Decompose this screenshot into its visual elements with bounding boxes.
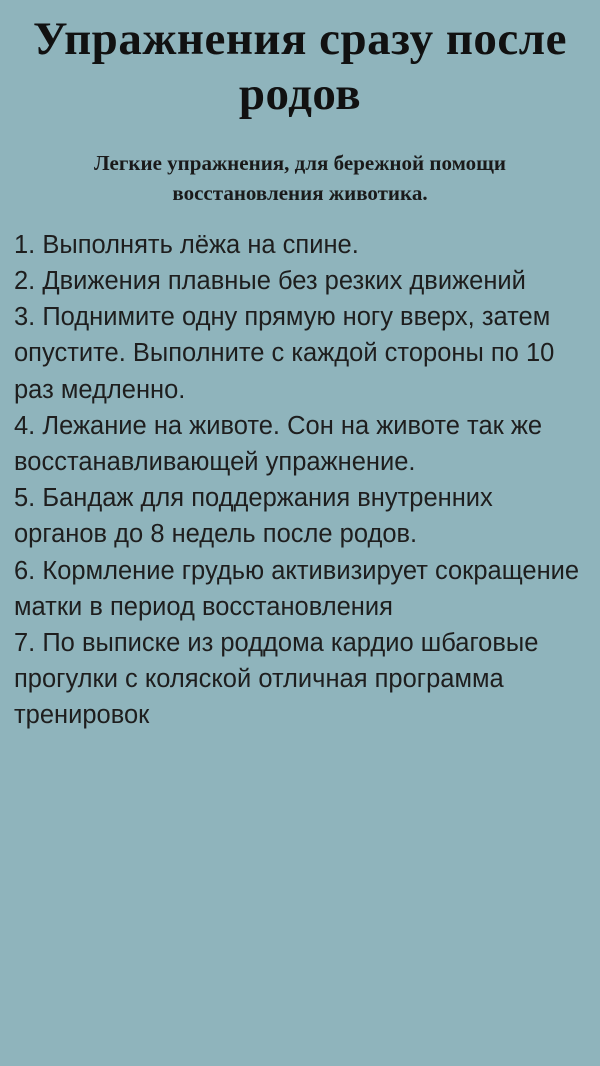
list-item: 5. Бандаж для поддержания внутренних органов до 8 недель после родов.	[14, 484, 493, 549]
list-item: 2. Движения плавные без резких движений	[14, 267, 526, 296]
page-subtitle: Легкие упражнения, для бережной помощи восстановления животика.	[94, 150, 506, 206]
list-item: 1. Выполнять лёжа на спине.	[14, 230, 359, 259]
list-item: 6. Кормление грудью активизирует сокращение матки в период восстановления	[14, 556, 580, 621]
steps-list	[0, 209, 600, 734]
list-item: 3. Поднимите одну прямую ногу вверх, затем опустите. Выполните с каждой стороны по 10 раз медленно.	[14, 303, 555, 404]
list-item: 4. Лежание на животе. Сон на животе так же восстанавливающей упражнение.	[14, 411, 543, 477]
list-item: 7. По выписке из роддома кардио шбаговые прогулки с коляской отличная программа тренировок	[14, 629, 539, 730]
page-title: Упражнения сразу после родов	[32, 13, 568, 120]
